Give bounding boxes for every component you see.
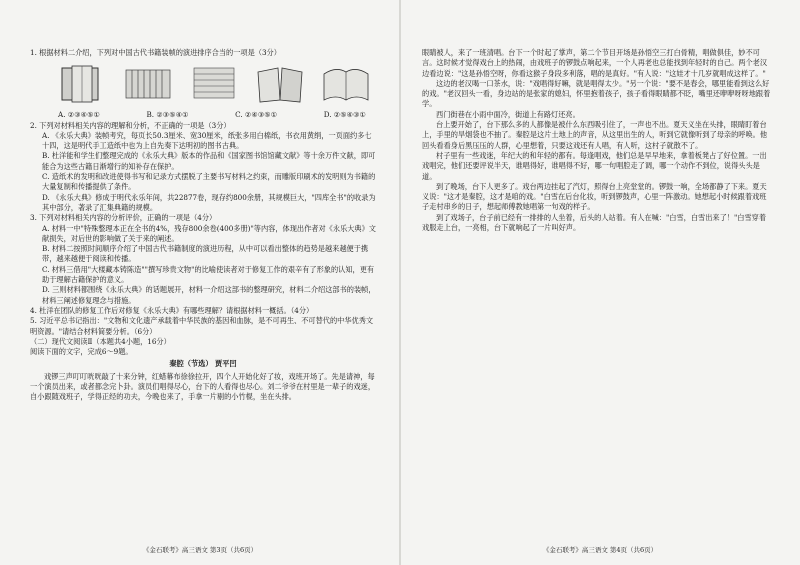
bamboo-slip-image bbox=[124, 62, 172, 106]
question-4: 4. 杜洋在团队的修复工作后对修复《永乐大典》有哪些理解？请根据材料一概括。（4分） bbox=[30, 305, 314, 315]
choice-d[interactable]: D. ②⑤④③① bbox=[323, 110, 366, 120]
story-paragraph: 到了戏场子，台子前已经有一排排的人坐着，后头的人站着。有人在喊："白雪，白雪出来了！"白雪穿着戏服走上台，一亮相，台下就响起了一片叫好声。 bbox=[422, 212, 767, 233]
thread-bound-book-image bbox=[322, 62, 370, 106]
question-3-option-a: A. 材料一中"特殊整理本正在全书的4%，残存800余卷(400多册)"等内容，体现出作者对《永乐大典》文献损失，对后世的影响做了关于来的阐述。 bbox=[42, 223, 376, 243]
story-paragraph: 台上要开始了，台下那么多的人都像是被什么东西吸引住了，一声也不出。夏天义坐在头排，眼睛盯着台上，手里的旱烟袋也不抽了。秦腔是这片土地上的声音，从这里出生的人，听到它就像听到了母亲的呼唤。他回头看看身后黑压压的人群，心里想着，只要这戏还有人唱，有人听，这村子就散不了。 bbox=[422, 120, 768, 150]
story-paragraph: 村子里有一些戏迷，年纪大的和年轻的都有。每逢唱戏，他们总是早早地来，拿着板凳占了好位置。一出戏唱完，他们还要评说半天，谁唱得好，谁唱得不好，哪一句唱腔走了调，哪一个动作不到位，说得头头是道。 bbox=[422, 150, 767, 181]
story-paragraph: 这边的老汉喝一口茶水，说："戏唱得好嘛，就是唱得太少。"另一个说："要不是春会，哪里能看到这么好的戏。"老汉回头一看，身边站的是张家的媳妇，怀里抱着孩子，孩子看得眼睛都不眨，嘴里还咿咿呀呀地跟着学。 bbox=[422, 78, 771, 109]
question-2: 2. 下列对材料相关内容的理解和分析，不正确的一项是（3分） bbox=[30, 120, 231, 130]
question-2-option-d: D. 《永乐大典》修成于明代永乐年间，共22877卷，现存约800余册，其规模巨大，"四库全书"的收录为其中部分，著录了汇集典籍的规模。 bbox=[42, 192, 376, 212]
book-images bbox=[58, 62, 376, 110]
question-2-option-a: A. 《永乐大典》装帧考究，每页长50.3厘米、宽30厘米，纸张多用白棉纸，书衣用黄绢，一页面约多七十四，这是明代手工造纸中也为上自先奏下达明初的图书古典。 bbox=[42, 130, 372, 151]
scroll-binding-image bbox=[58, 62, 106, 106]
section-heading: （二）现代文阅读Ⅱ（本题共4小题，16分） bbox=[30, 336, 171, 346]
question-2-option-c: C. 造纸术的发明和改进使得书写和记录方式摆脱了主要书写材料之约束，而雕版印刷术的发明则为书籍的大量复制和传播提供了条件。 bbox=[42, 172, 376, 192]
question-2-option-b: B. 杜洋能和学生们整理完成的《永乐大典》版本的作品和《国家图书馆馆藏文献》等十余万件文献，即可能合为这些古籍日渐增行的知补存在保护。 bbox=[42, 151, 376, 171]
question-3-option-b: B. 材料二按照时间顺序介绍了中国古代书籍制度的演进历程，从中可以看出整体的趋势是越来越便于携带，越来越便于阅读和传播。 bbox=[42, 244, 369, 264]
choice-c[interactable]: C. ②④③⑤① bbox=[235, 110, 278, 120]
open-book-image bbox=[256, 62, 304, 106]
question-3-option-c: C. 材料三借用"大楼藏本铸陈造""撰写珍贵文物"的比喻使读者对于修复工作的艰辛有了形象的认知，更有助于理解古籍保护的意义。 bbox=[42, 264, 375, 285]
section-instructions: 阅读下面的文字，完成6～9题。 bbox=[30, 347, 133, 357]
question-3-option-d: D. 三则材料都围绕《永乐大典》的话题展开，材料一介绍这部书的整理研究，材料二介绍这部书的装帧，材料三阐述修复理念与措施。 bbox=[42, 285, 376, 305]
story-paragraph: 到了晚场，台下人更多了。戏台两边挂起了汽灯，照得台上亮堂堂的。锣鼓一响，全场都静了下来。夏天义说："这才是秦腔，这才是咱的戏。"白雪在后台化妆，听到锣鼓声，心里一阵激动。她想起小时候跟着戏班子走村串乡的日子，想起师傅教她唱第一句戏的样子。 bbox=[422, 181, 767, 212]
story-paragraph: 眼睛被人，来了一班清唱。台下一个时起了掌声，第二个节目开场是孙悟空三打白骨精，唱做俱佳，妙不可言。这时候才觉得戏台上的热闹，由戏班子的锣鼓点响起来，一个人再老也总能找到年轻时的自己。两个老汉边看边说："这是孙悟空呀，你看这猴子身段多利落，唱的是真好。"有人说："这娃才十几岁就唱成这样了。" bbox=[422, 48, 768, 78]
page-footer-left: 《金石联考》高三语文 第3页（共6页） bbox=[142, 545, 258, 554]
folded-book-image bbox=[190, 62, 238, 106]
page-footer-right: 《金石联考》高三语文 第4页（共6页） bbox=[542, 545, 658, 554]
story-paragraph: 西门街巷在小雨中面冷，街道上有路灯还亮。 bbox=[436, 109, 580, 119]
exam-page-right bbox=[400, 0, 800, 565]
question-1-choices bbox=[30, 110, 376, 120]
story-paragraph: 戏锣三声叮叮咣咣敲了十来分钟，红蜡幕布徐徐拉开，四个人开始化好了妆，戏班开场了。先是请神，每一个演员出来，或者都念完卜卦。演员们唱得尽心，台下的人看得也尽心。刘二爷爷在村里是一辈子的戏迷，自小跟随戏班子，学得正经的功夫，今晚也来了，手拿一片剔的小竹棍，坐在头排。 bbox=[30, 371, 376, 402]
question-1: 1. 根据材料二介绍，下列对中国古代书籍装帧的演进排序合当的一项是（3分） bbox=[30, 48, 281, 57]
question-5: 5. 习近平总书记指出："文物和文化遗产承载着中华民族的基因和血脉，是不可再生、不可替代的中华优秀文明资源。"请结合材料简要分析。（6分） bbox=[30, 316, 374, 336]
choice-b[interactable]: B. ②③⑤④① bbox=[146, 110, 189, 120]
choice-a[interactable]: A. ②③④⑤① bbox=[58, 110, 100, 120]
question-3: 3. 下列对材料相关内容的分析评价，正确的一项是（4分） bbox=[30, 213, 217, 223]
story-title: 秦腔（节选） 贾平凹 bbox=[169, 359, 237, 369]
